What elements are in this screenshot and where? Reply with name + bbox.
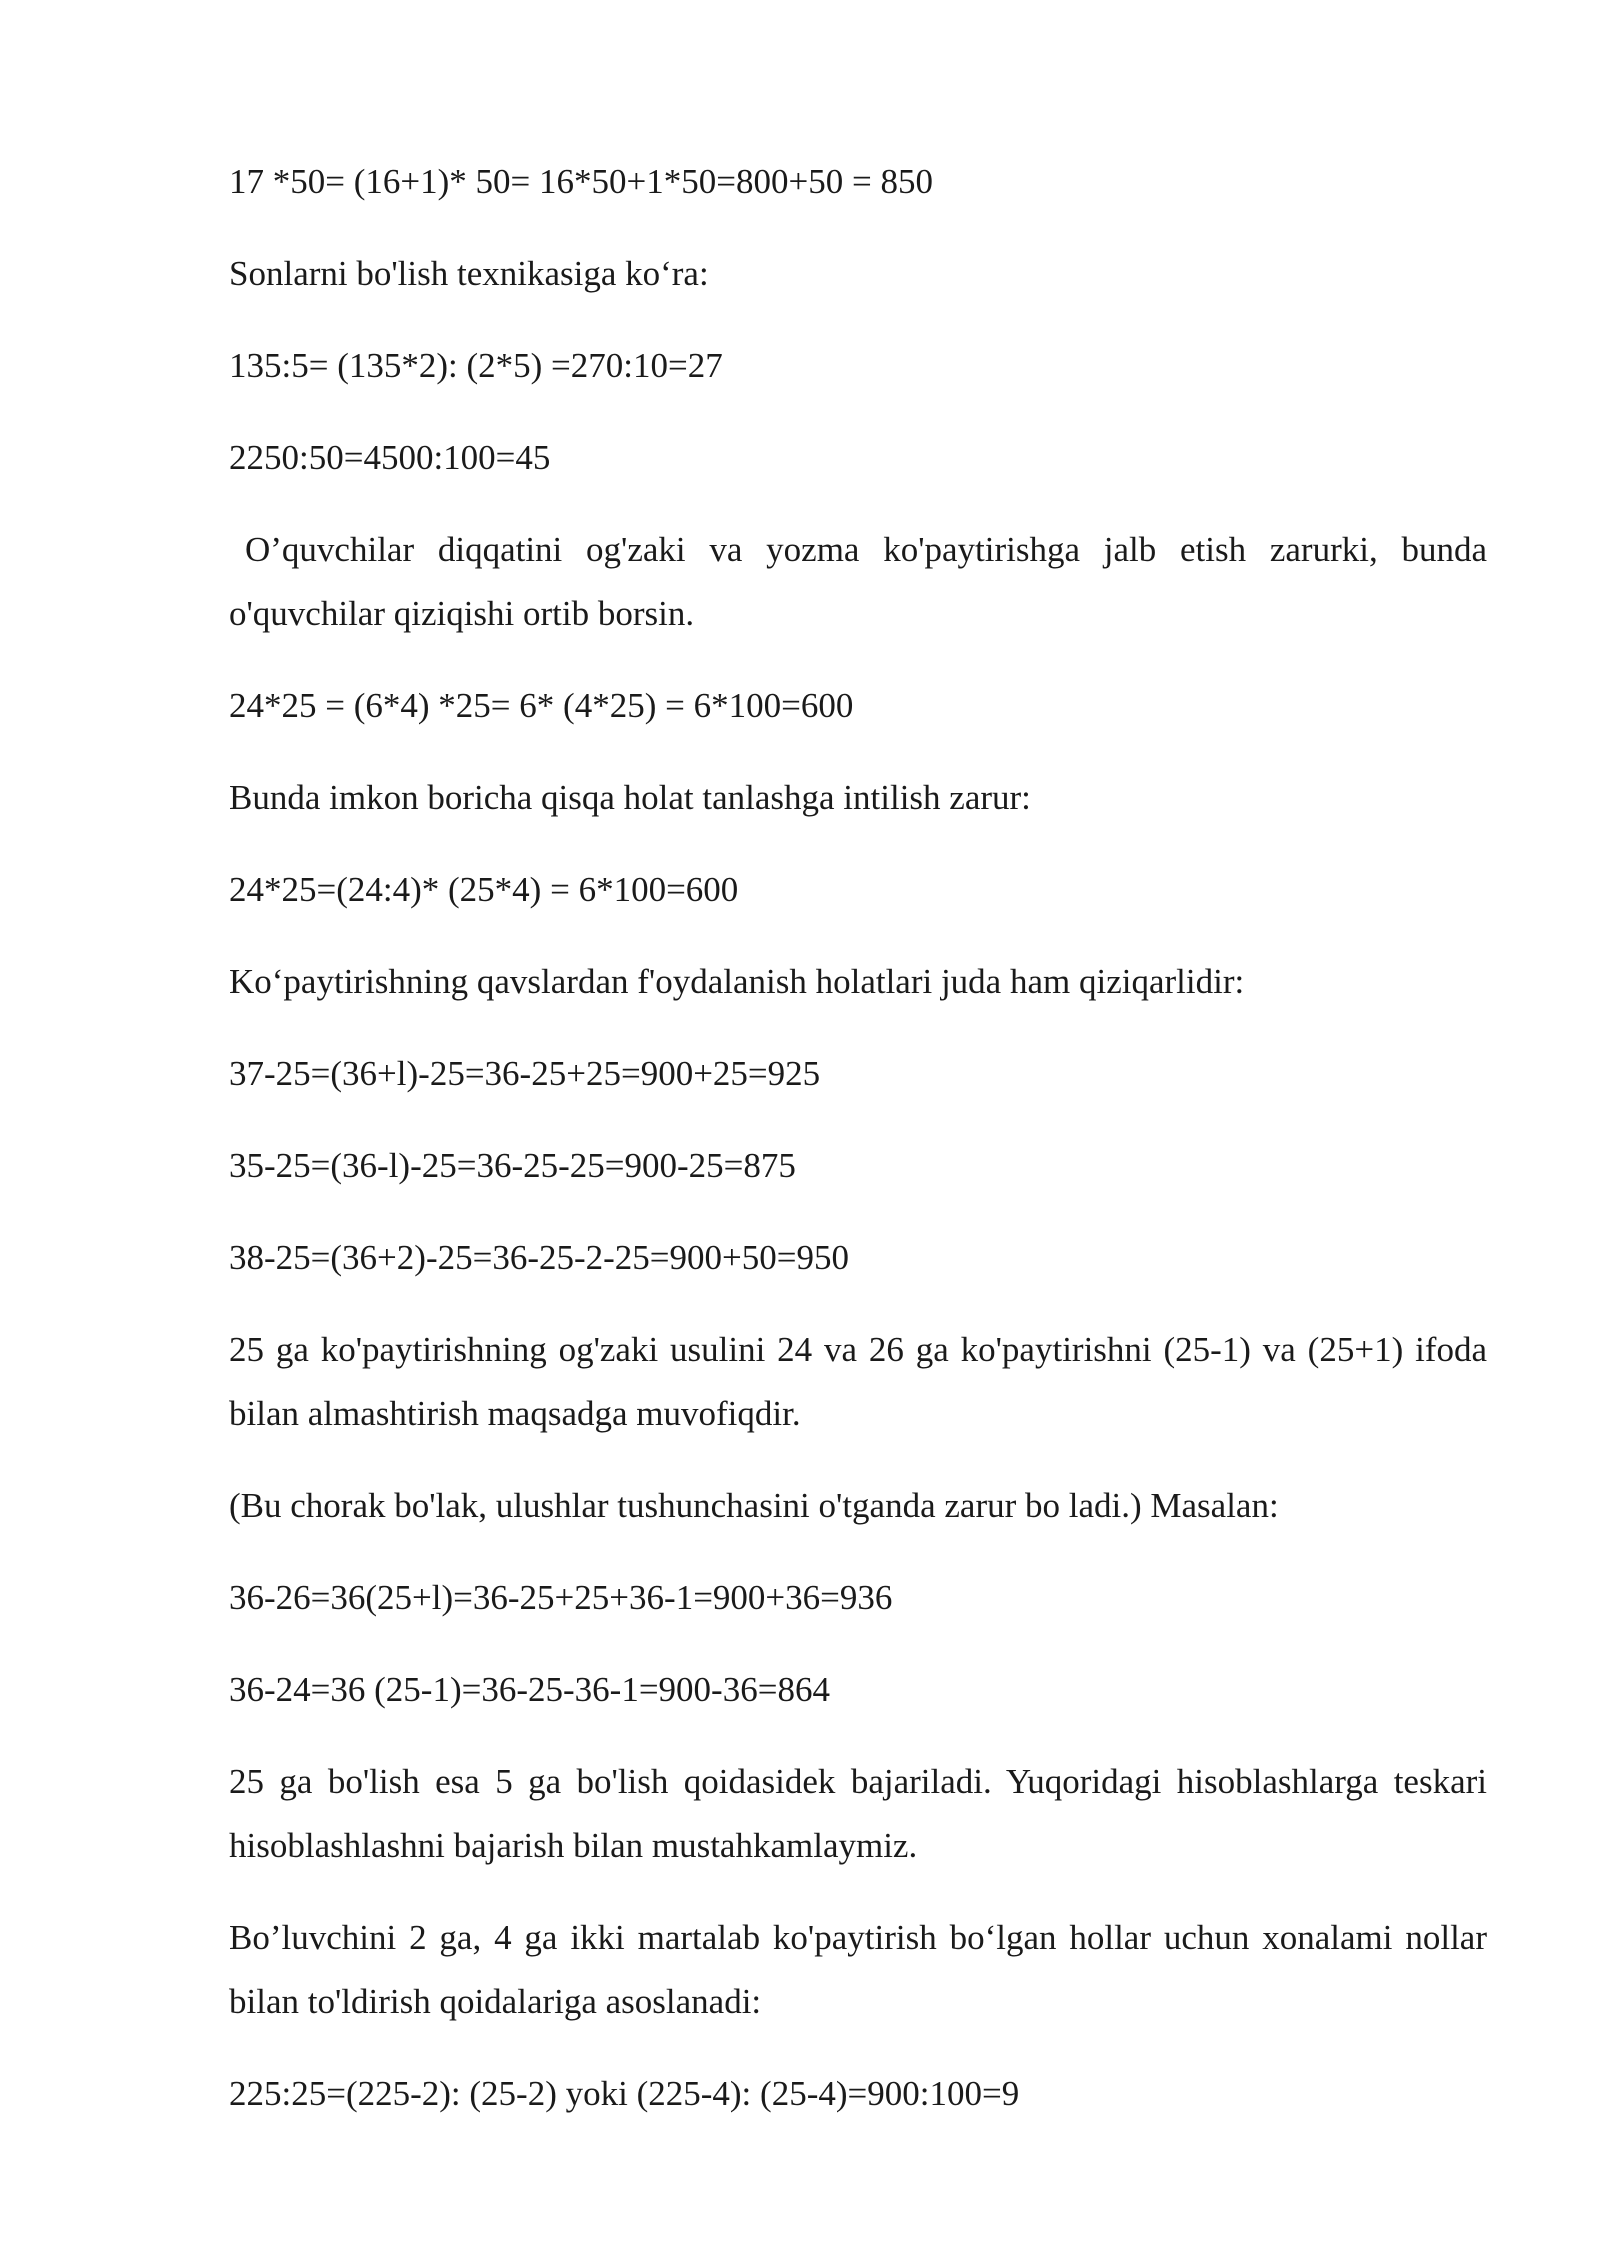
paragraph: O’quvchilar diqqatini og'zaki va yozma ko'paytirishga jalb etish zarurki, bunda o'quvchilar qiziqishi ortib borsin.	[229, 530, 1487, 633]
text-line: Sonlarni bo'lish texnikasiga ko‘ra:	[229, 254, 709, 293]
equation-line: 17 *50= (16+1)* 50= 16*50+1*50=800+50 = 850	[229, 162, 933, 201]
equation-line: 24*25=(24:4)* (25*4) = 6*100=600	[229, 870, 739, 909]
equation-line: 37-25=(36+l)-25=36-25+25=900+25=925	[229, 1054, 821, 1093]
text-line: (Bu chorak bo'lak, ulushlar tushunchasini o'tganda zarur bo ladi.) Masalan:	[229, 1486, 1279, 1525]
text-line: Bunda imkon boricha qisqa holat tanlashga intilish zarur:	[229, 778, 1031, 817]
document-body	[229, 150, 1487, 2154]
equation-line: 35-25=(36-l)-25=36-25-25=900-25=875	[229, 1146, 796, 1185]
paragraph: Bo’luvchini 2 ga, 4 ga ikki martalab ko'paytirish bo‘lgan hollar uchun xonalami nollar bilan to'ldirish qoidalariga asoslanadi:	[229, 1918, 1487, 2021]
equation-line: 24*25 = (6*4) *25= 6* (4*25) = 6*100=600	[229, 686, 854, 725]
equation-line: 38-25=(36+2)-25=36-25-2-25=900+50=950	[229, 1238, 850, 1277]
paragraph: 25 ga bo'lish esa 5 ga bo'lish qoidasidek bajariladi. Yuqoridagi hisoblashlarga teskari hisoblashlashni bajarish bilan mustahkamlaymiz.	[229, 1762, 1487, 1865]
text-line: Ko‘paytirishning qavslardan f'oydalanish holatlari juda ham qiziqarlidir:	[229, 962, 1245, 1001]
equation-line: 36-24=36 (25-1)=36-25-36-1=900-36=864	[229, 1670, 830, 1709]
equation-line: 36-26=36(25+l)=36-25+25+36-1=900+36=936	[229, 1578, 893, 1617]
paragraph: 25 ga ko'paytirishning og'zaki usulini 24 va 26 ga ko'paytirishni (25-1) va (25+1) ifoda bilan almashtirish maqsadga muvofiqdir.	[229, 1330, 1487, 1433]
equation-line: 135:5= (135*2): (2*5) =270:10=27	[229, 346, 723, 385]
equation-line: 225:25=(225-2): (25-2) yoki (225-4): (25-4)=900:100=9	[229, 2074, 1020, 2113]
equation-line: 2250:50=4500:100=45	[229, 438, 551, 477]
